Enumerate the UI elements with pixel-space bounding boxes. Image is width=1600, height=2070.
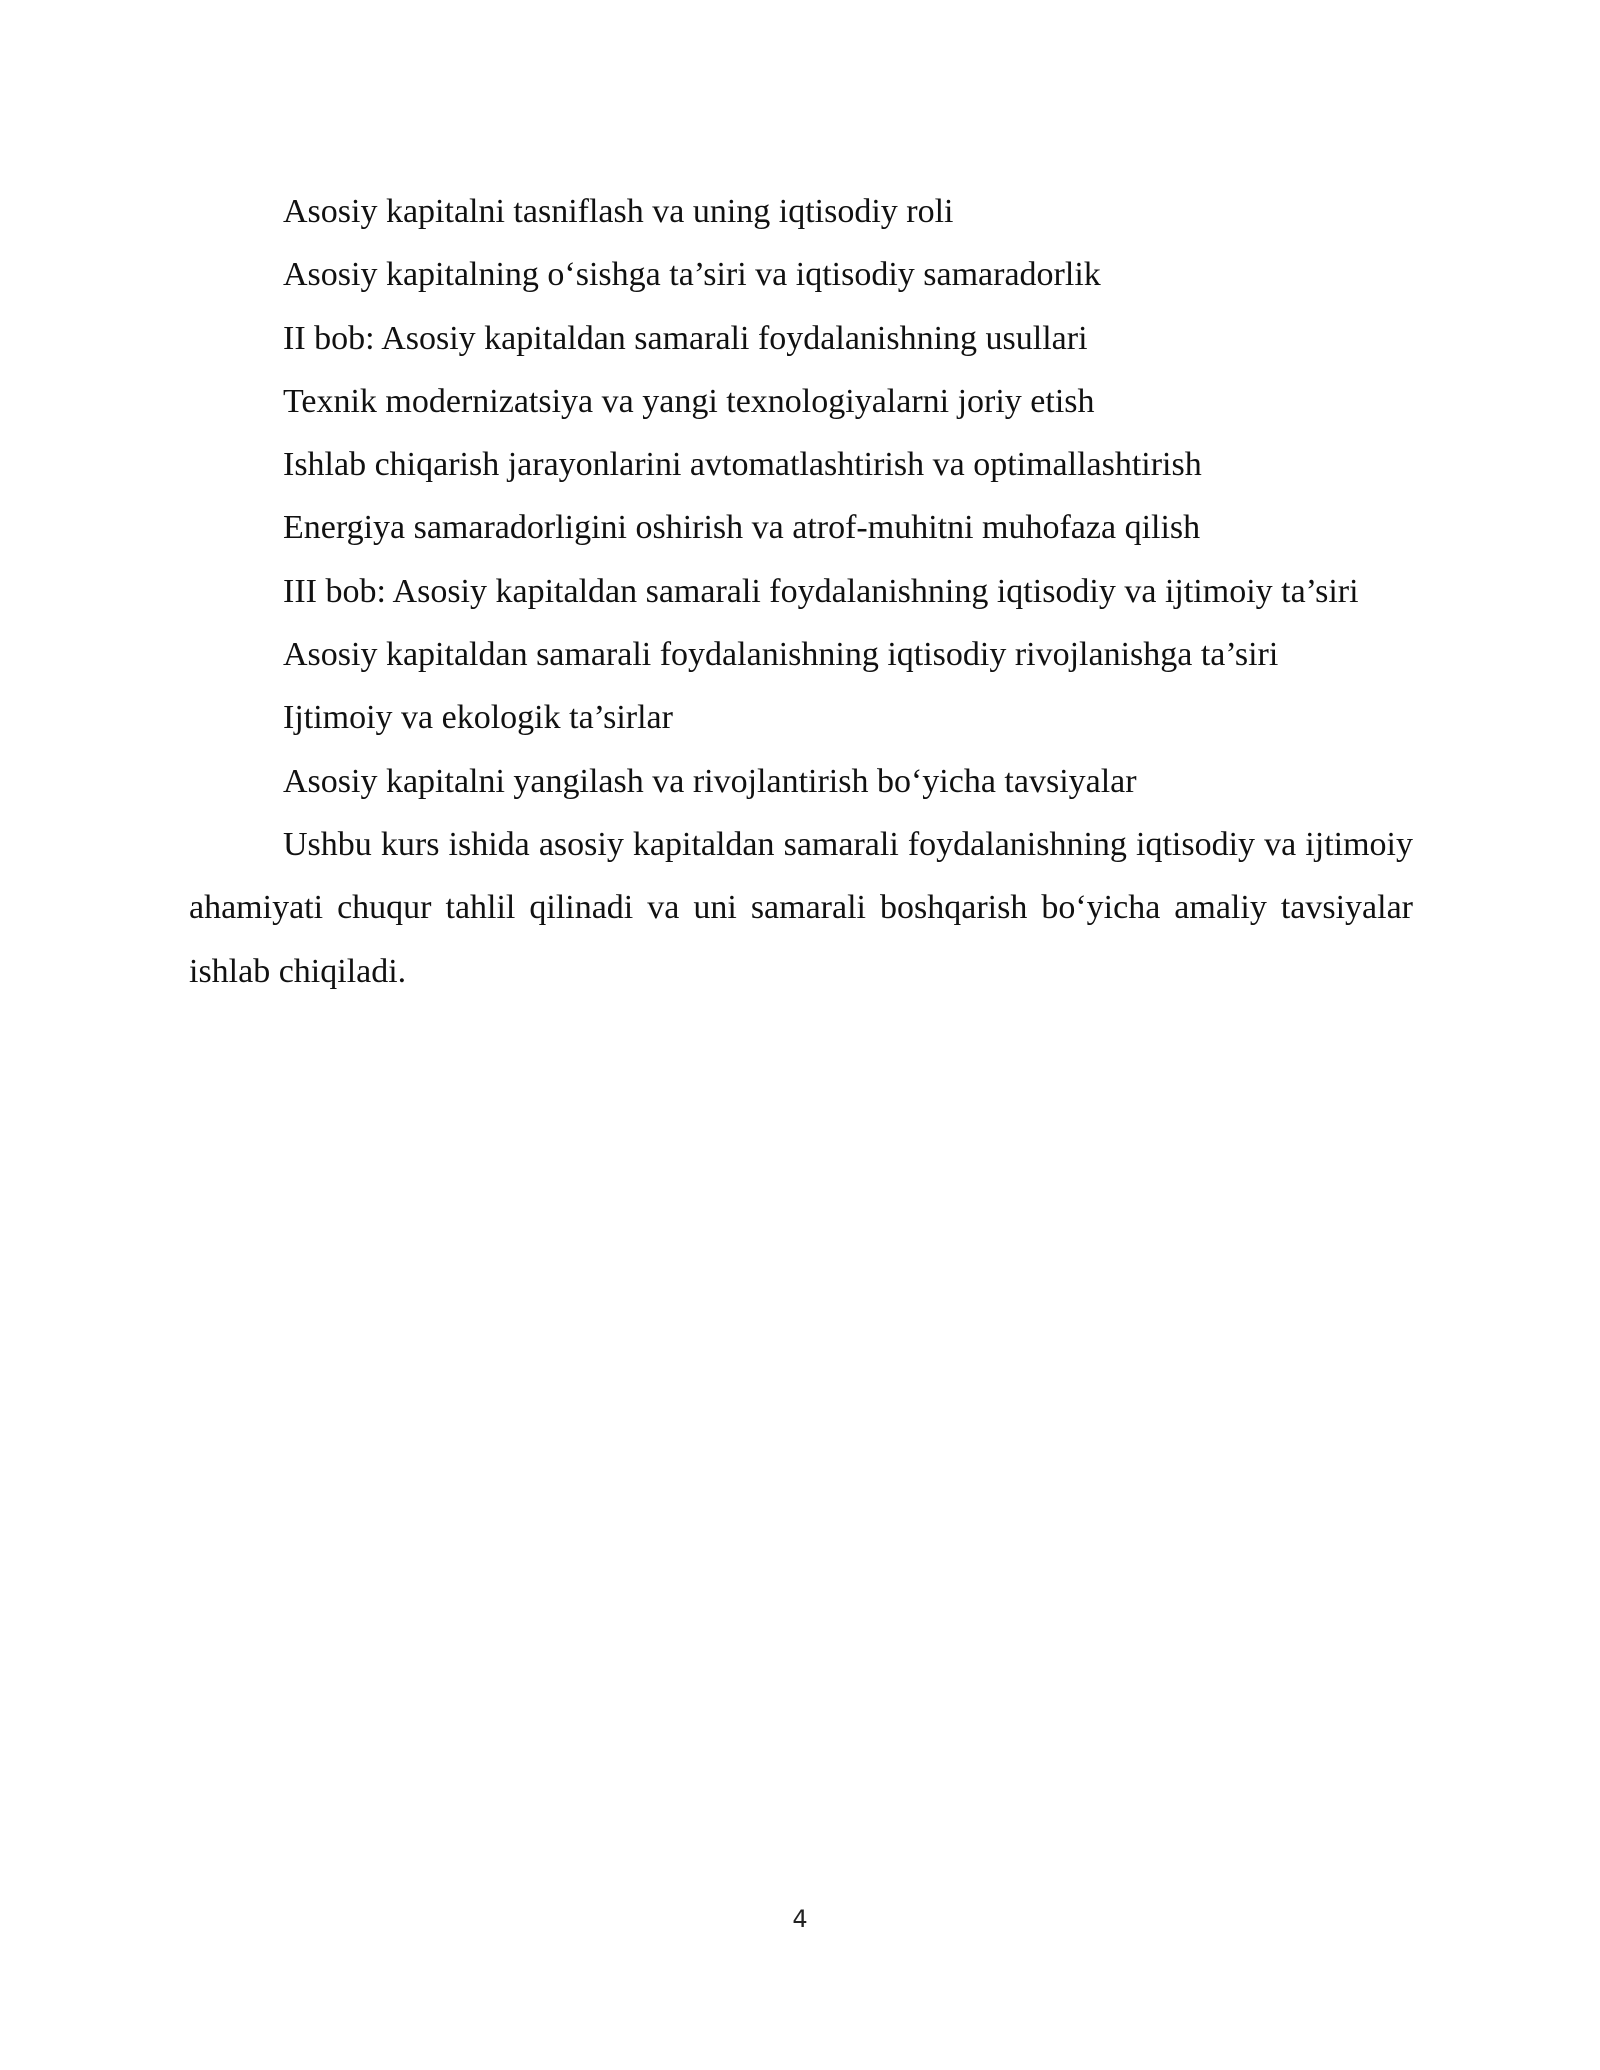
toc-item-modernization: Texnik modernizatsiya va yangi texnologiyalarni joriy etish [283, 382, 1095, 420]
toc-chapter-2-heading: II bob: Asosiy kapitaldan samarali foydalanishning usullari [283, 319, 1088, 357]
summary-paragraph: Ushbu kurs ishida asosiy kapitaldan samarali foydalanishning iqtisodiy va ijtimoiy ahamiyati chuqur tahlil qilinadi va uni samarali boshqarish bo‘yicha amaliy tavsiyalar ishlab chiqiladi. [189, 825, 1413, 990]
page-body [189, 180, 1413, 1003]
toc-item-automation: Ishlab chiqarish jarayonlarini avtomatlashtirish va optimallashtirish [283, 446, 1202, 484]
toc-item-social-ecological: Ijtimoiy va ekologik ta’sirlar [283, 699, 673, 737]
toc-chapter-3-heading: III bob: Asosiy kapitaldan samarali foydalanishning iqtisodiy va ijtimoiy ta’siri [283, 572, 1359, 610]
page-number: 4 [792, 1905, 808, 1933]
toc-item-economic-development: Asosiy kapitaldan samarali foydalanishning iqtisodiy rivojlanishga ta’siri [283, 636, 1279, 674]
toc-item-recommendations: Asosiy kapitalni yangilash va rivojlantirish bo‘yicha tavsiyalar [283, 762, 1137, 800]
toc-item-energy-efficiency: Energiya samaradorligini oshirish va atrof-muhitni muhofaza qilish [283, 509, 1201, 547]
toc-item-growth-impact: Asosiy kapitalning o‘sishga ta’siri va iqtisodiy samaradorlik [283, 256, 1101, 294]
toc-item-classification: Asosiy kapitalni tasniflash va uning iqtisodiy roli [283, 193, 954, 230]
